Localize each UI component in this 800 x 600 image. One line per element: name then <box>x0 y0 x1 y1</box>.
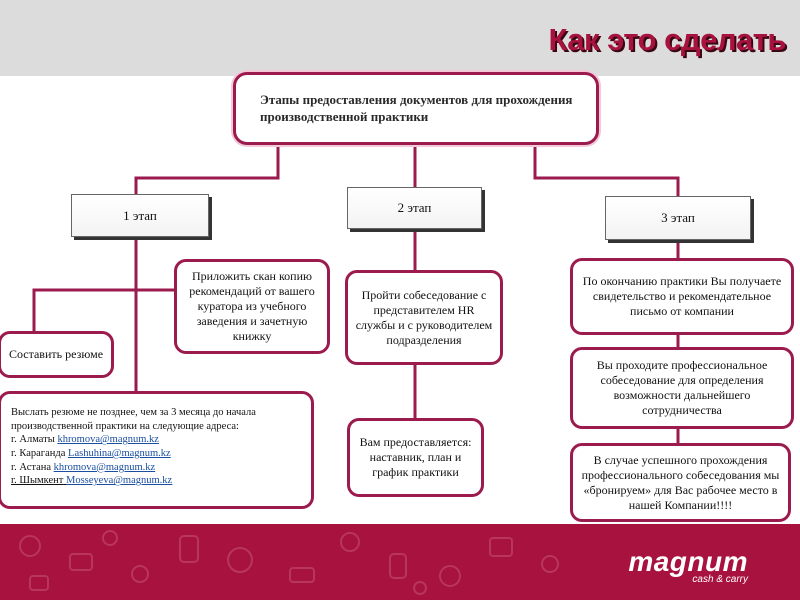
stage-3-box <box>605 196 751 240</box>
address-row-shymkent <box>11 474 172 488</box>
slide-title: Как это сделать <box>548 22 786 57</box>
address-row-almaty <box>11 433 159 447</box>
stage-2-label: 2 этап <box>397 200 432 215</box>
logo-subtitle: cash & carry <box>692 574 748 585</box>
stage-1-label: 1 этап <box>123 207 157 223</box>
main-box: Этапы предоставления документов для прохождения производственной практики <box>233 72 599 145</box>
city-shymkent: г. Шымкент <box>11 475 64 487</box>
address-row-astana <box>11 461 155 475</box>
send-resume-box <box>0 391 314 509</box>
city-almaty: г. Алматы <box>11 434 55 446</box>
stage-1-box <box>71 194 209 237</box>
after-practice-box: По окончанию практики Вы получаете свидетельство и рекомендательное письмо от компании <box>570 258 794 335</box>
email-link-shymkent[interactable]: Mosseyeva@magnum.kz <box>66 475 173 487</box>
resume-box: Составить резюме <box>0 331 114 378</box>
attach-box: Приложить скан копию рекомендаций от вашего куратора из учебного заведения и зачетную книжку <box>174 259 330 354</box>
address-row-karaganda <box>11 447 171 461</box>
city-karaganda: г. Караганда <box>11 447 66 459</box>
magnum-logo <box>628 546 748 585</box>
connector-main-to-stage3 <box>535 146 678 198</box>
pro-interview-box: Вы проходите профессиональное собеседование для определения возможности дальнейшего сотрудничества <box>570 347 794 429</box>
stage-2-box <box>347 187 482 229</box>
email-link-karaganda[interactable]: Lashuhina@magnum.kz <box>68 447 171 459</box>
provided-box: Вам предоставляется: наставник, план и график практики <box>347 418 484 497</box>
city-astana: г. Астана <box>11 461 52 473</box>
stage-3-label: 3 этап <box>661 210 695 225</box>
success-box: В случае успешного прохождения профессионального собеседования мы «бронируем» для Вас рабочее место в нашей Компании!!!! <box>570 443 791 522</box>
interview-box: Пройти собеседование с представителем HR службы и с руководителем подразделения <box>345 270 503 365</box>
email-link-almaty[interactable]: khromova@magnum.kz <box>57 434 159 446</box>
email-link-astana[interactable]: khromova@magnum.kz <box>53 461 156 473</box>
logo-word: magnum <box>628 546 748 577</box>
connector-stage1-resume <box>34 290 136 332</box>
send-resume-intro: Выслать резюме не позднее, чем за 3 месяца до начала производственной практики на следующие адреса: <box>11 407 256 432</box>
connector-main-to-stage1 <box>136 146 278 195</box>
